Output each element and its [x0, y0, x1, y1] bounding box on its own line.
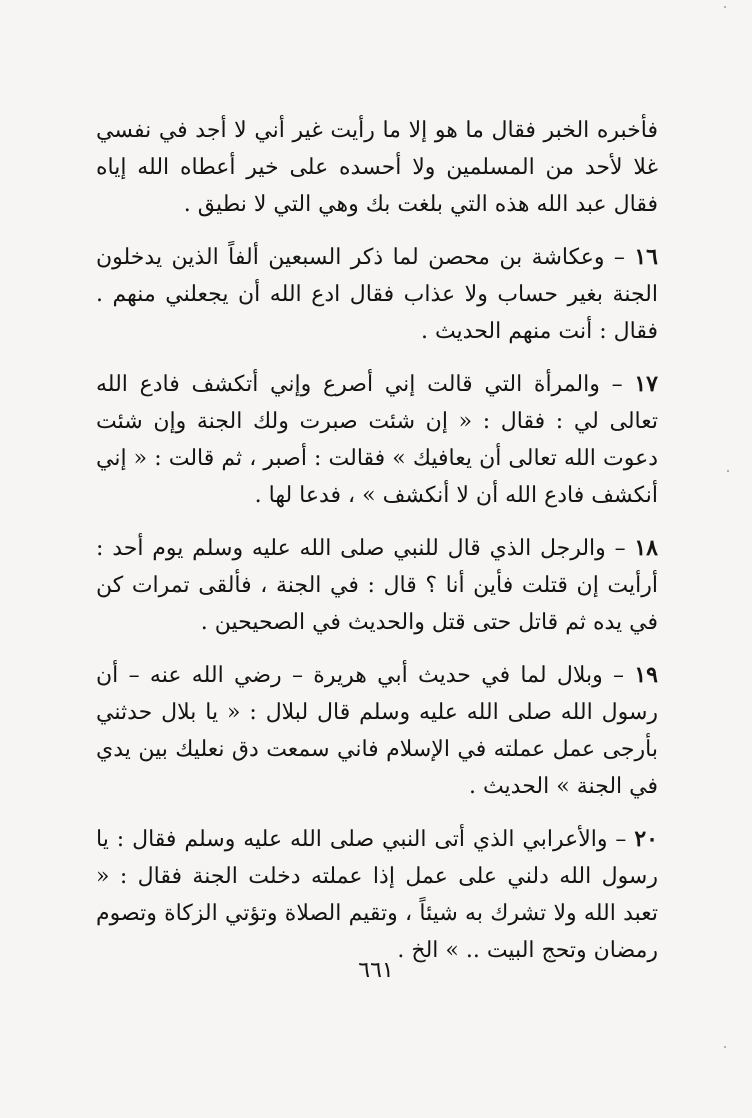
paragraph-text: – وعكاشة بن محصن لما ذكر السبعين ألفاً الذين يدخلون الجنة بغير حساب ولا عذاب فقال ادع الله أن يجعلني منهم . فقال : أنت منهم الحديث . — [96, 245, 658, 344]
page-body — [96, 112, 658, 985]
paragraph-number: ١٨ — [634, 535, 658, 561]
paragraph-number: ١٦ — [634, 244, 658, 270]
paragraph-17 — [96, 366, 658, 514]
paragraph-number: ٢٠ — [634, 826, 658, 852]
page-number: ٦٦١ — [358, 958, 394, 983]
paragraph-18 — [96, 530, 658, 641]
paragraph-19 — [96, 657, 658, 805]
scan-speck — [724, 1046, 726, 1048]
paragraph-text: – والمرأة التي قالت إني أصرع وإني أتكشف فادع الله تعالى لي : فقال : « إن شئت صبرت ولك الجنة وإن شئت دعوت الله تعالى أن يعافيك » فقالت : أصبر ، ثم قالت : « إني أنكشف فادع الله أن لا أنكشف » ، فدعا لها . — [96, 372, 658, 508]
paragraph-text: – والأعرابي الذي أتى النبي صلى الله عليه وسلم فقال : يا رسول الله دلني على عمل إذا عملته دخلت الجنة فقال : « تعبد الله ولا تشرك به شيئاً ، وتقيم الصلاة وتؤتي الزكاة وتصوم رمضان وتحج البيت .. » الخ . — [96, 827, 658, 963]
paragraph-continuation — [96, 112, 658, 223]
scan-speck — [724, 6, 726, 8]
paragraph-text: فأخبره الخبر فقال ما هو إلا ما رأيت غير أني لا أجد في نفسي غلا لأحد من المسلمين ولا أحسده على خير أعطاه الله إياه فقال عبد الله هذه التي بلغت بك وهي التي لا نطيق . — [96, 118, 658, 217]
paragraph-20 — [96, 821, 658, 969]
paragraph-text: – وبلال لما في حديث أبي هريرة – رضي الله عنه – أن رسول الله صلى الله عليه وسلم قال لبلال : « يا بلال حدثني بأرجى عمل عملته في الإسلام فاني سمعت دق نعليك بين يدي في الجنة » الحديث . — [96, 663, 658, 799]
paragraph-number: ١٧ — [634, 371, 658, 397]
paragraph-16 — [96, 239, 658, 350]
paragraph-text: – والرجل الذي قال للنبي صلى الله عليه وسلم يوم أحد : أرأيت إن قتلت فأين أنا ؟ قال : في الجنة ، فألقى تمرات كن في يده ثم قاتل حتى قتل والحديث في الصحيحين . — [96, 536, 658, 635]
paragraph-number: ١٩ — [634, 662, 658, 688]
scan-speck — [727, 470, 729, 472]
